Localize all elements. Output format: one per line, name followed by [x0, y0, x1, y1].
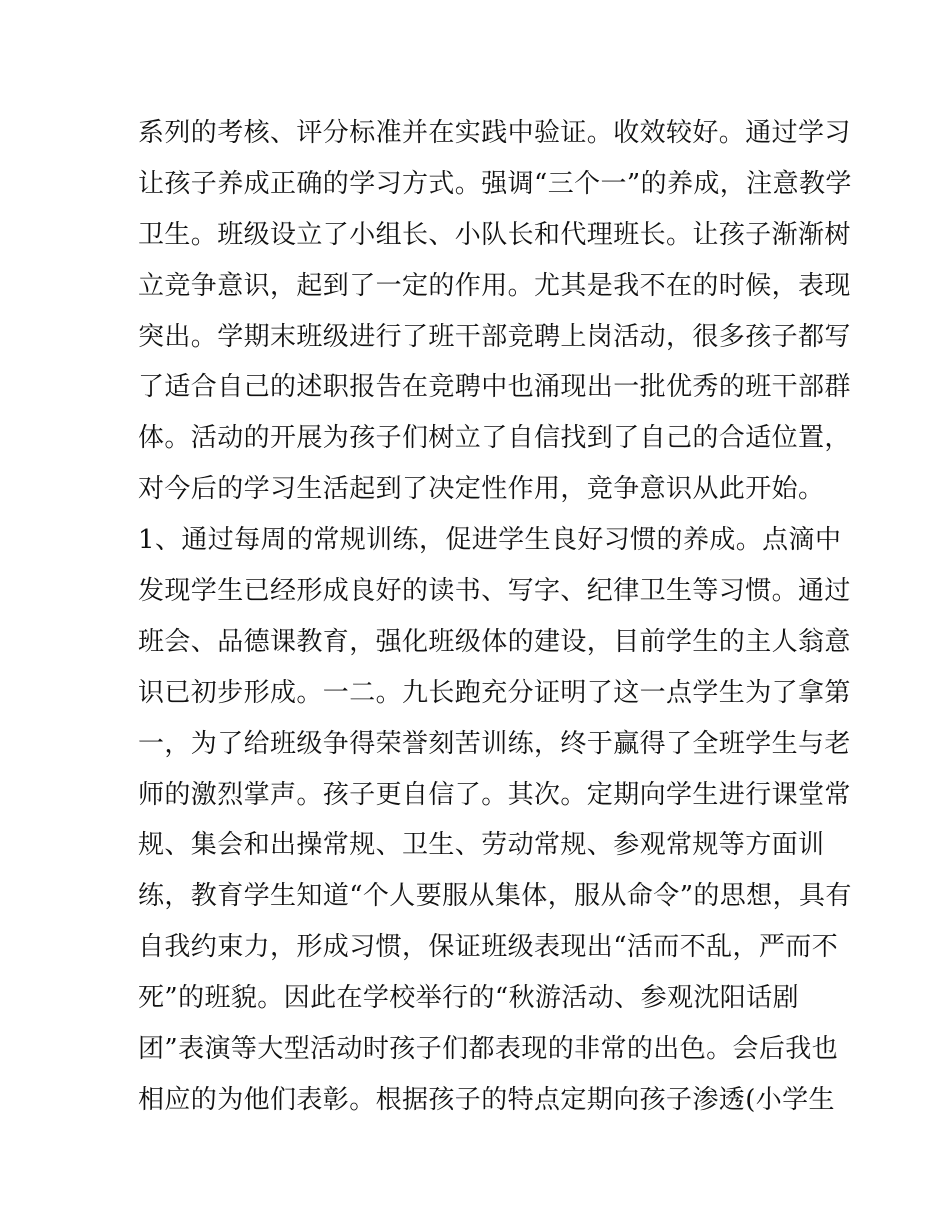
text-line: 1、通过每周的常规训练，促进学生良好习惯的养成。点滴中 [138, 525, 842, 556]
text-line: 规、集会和出操常规、卫生、劳动常规、参观常规等方面训 [138, 830, 825, 861]
text-line: 对今后的学习生活起到了决定性作用，竞争意识从此开始。 [138, 474, 825, 505]
text-line: 班会、品德课教育，强化班级体的建设，目前学生的主人翁意 [138, 626, 851, 657]
text-line: 自我约束力，形成习惯，保证班级表现出“活而不乱，严而不 [138, 932, 839, 963]
text-line: 立竞争意识，起到了一定的作用。尤其是我不在的时候，表现 [138, 270, 851, 301]
text-line: 练，教育学生知道“个人要服从集体，服从命令”的思想，具有 [138, 881, 852, 912]
text-line: 团”表演等大型活动时孩子们都表现的非常的出色。会后我也 [138, 1034, 839, 1065]
text-line: 体。活动的开展为孩子们树立了自信找到了自己的合适位置， [138, 423, 851, 454]
text-line: 突出。学期末班级进行了班干部竞聘上岗活动，很多孩子都写 [138, 321, 851, 352]
text-line: 师的激烈掌声。孩子更自信了。其次。定期向学生进行课堂常 [138, 779, 851, 810]
body-text [138, 108, 852, 1126]
text-line: 发现学生已经形成良好的读书、写字、纪律卫生等习惯。通过 [138, 576, 851, 607]
text-line: 卫生。班级设立了小组长、小队长和代理班长。让孩子渐渐树 [138, 219, 851, 250]
text-line: 系列的考核、评分标准并在实践中验证。收效较好。通过学习 [138, 118, 851, 148]
text-line: 了适合自己的述职报告在竞聘中也涌现出一批优秀的班干部群 [138, 372, 851, 403]
text-line: 一，为了给班级争得荣誉刻苦训练，终于赢得了全班学生与老 [138, 728, 851, 759]
text-line: 让孩子养成正确的学习方式。强调“三个一”的养成，注意教学 [138, 168, 852, 199]
text-line: 死”的班貌。因此在学校举行的“秋游活动、参观沈阳话剧 [138, 983, 799, 1014]
text-line: 相应的为他们表彰。根据孩子的特点定期向孩子渗透(小学生 [138, 1084, 835, 1115]
text-line: 识已初步形成。一二。九长跑充分证明了这一点学生为了拿第 [138, 677, 851, 708]
